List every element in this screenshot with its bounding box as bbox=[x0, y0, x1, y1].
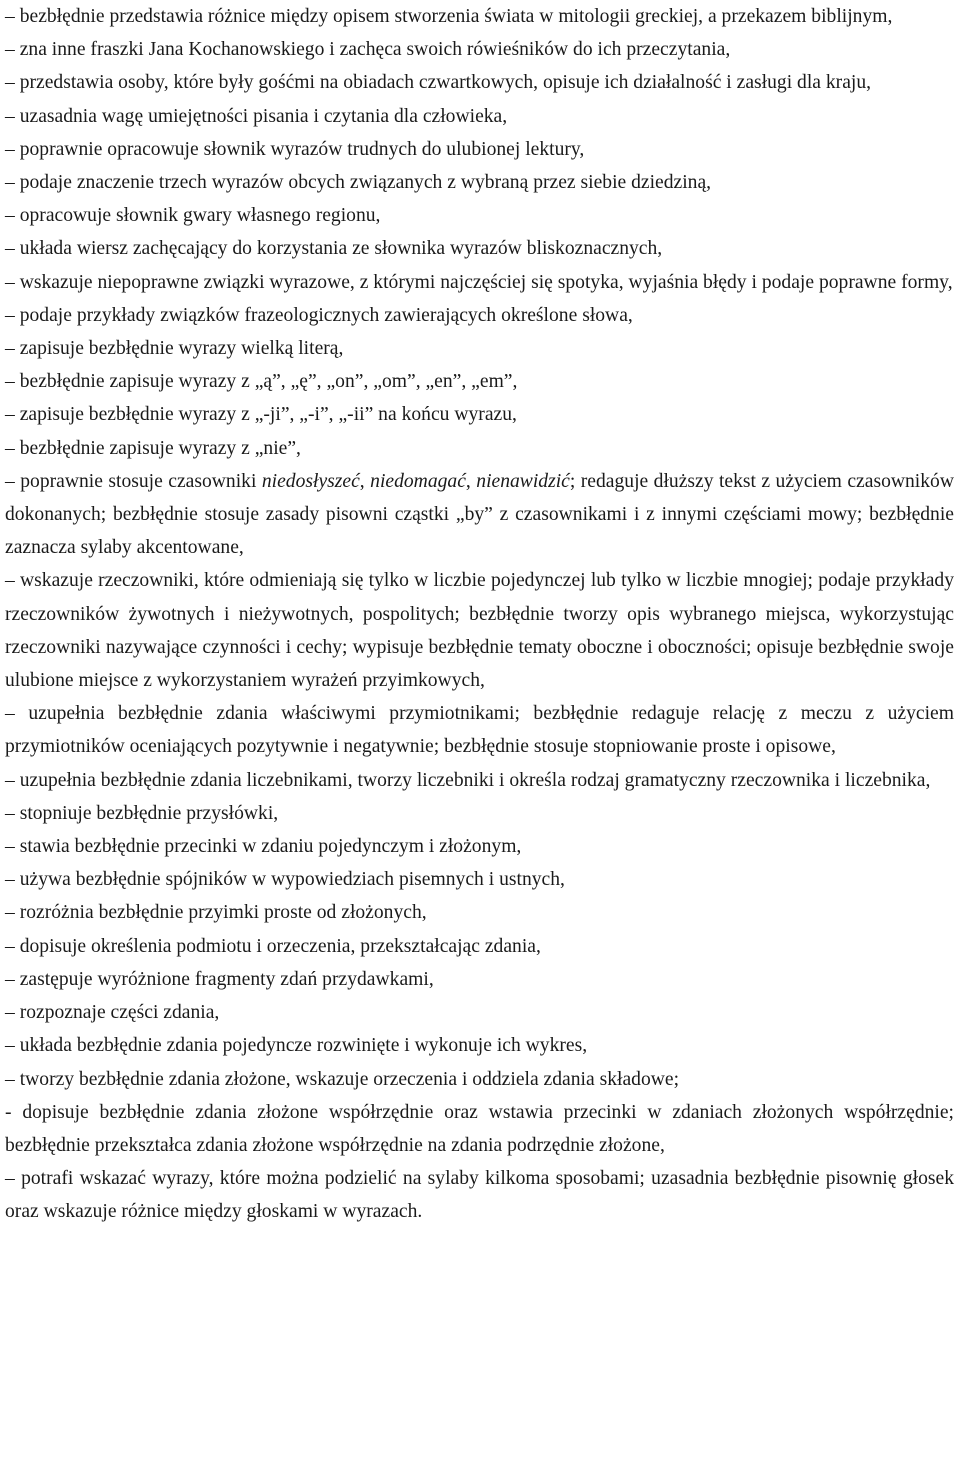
list-item: – bezbłędnie przedstawia różnice między opisem stworzenia świata w mitologii greckiej, a przekazem biblijnym, bbox=[5, 6, 893, 27]
list-item: – układa wiersz zachęcający do korzystania ze słownika wyrazów bliskoznacznych, bbox=[5, 238, 663, 260]
list-item: – rozróżnia bezbłędnie przyimki proste od złożonych, bbox=[5, 902, 427, 924]
list-item: - dopisuje bezbłędnie zdania złożone współrzędnie oraz wstawia przecinki w zdaniach złożonych współrzędnie; bezbłędnie przekształca zdania złożone współrzędnie na zdania podrzędnie złożone, bbox=[5, 1101, 954, 1156]
list-item: – dopisuje określenia podmiotu i orzeczenia, przekształcając zdania, bbox=[5, 935, 541, 957]
list-item: – uzupełnia bezbłędnie zdania liczebnikami, tworzy liczebniki i określa rodzaj gramatyczny rzeczownika i liczebnika, bbox=[5, 769, 931, 791]
list-item: – zastępuje wyróżnione fragmenty zdań przydawkami, bbox=[5, 968, 434, 990]
verb-nienawidzic: nienawidzić bbox=[476, 470, 570, 492]
verbs-suffix: ; redaguje dłuższy tekst z użyciem czasowników dokonanych; bezbłędnie stosuje zasady pisowni cząstki „by” z czasownikami i z innymi częściami mowy; bezbłędnie zaznacza sylaby akcentowane, bbox=[5, 470, 954, 559]
list-item: – bezbłędnie zapisuje wyrazy z „ą”, „ę”, „on”, „om”, „en”, „em”, bbox=[5, 371, 518, 393]
list-item: – zapisuje bezbłędnie wyrazy wielką literą, bbox=[5, 338, 344, 360]
verbs-separator: , bbox=[359, 470, 371, 492]
verbs-separator: , bbox=[465, 470, 477, 492]
list-item: – stopniuje bezbłędnie przysłówki, bbox=[5, 802, 279, 824]
list-item-verbs bbox=[5, 465, 954, 565]
list-item: – przedstawia osoby, które były gośćmi na obiadach czwartkowych, opisuje ich działalność i zasługi dla kraju, bbox=[5, 72, 872, 94]
list-item: – układa bezbłędnie zdania pojedyncze rozwinięte i wykonuje ich wykres, bbox=[5, 1035, 588, 1057]
list-item: – podaje przykłady związków frazeologicznych zawierających określone słowa, bbox=[5, 304, 633, 326]
list-item: – podaje znaczenie trzech wyrazów obcych związanych z wybraną przez siebie dziedziną, bbox=[5, 172, 712, 194]
list-item: – rozpoznaje części zdania, bbox=[5, 1002, 220, 1024]
verb-niedoslyszec: niedosłyszeć bbox=[261, 470, 360, 492]
list-item: – poprawnie opracowuje słownik wyrazów trudnych do ulubionej lektury, bbox=[5, 138, 585, 160]
list-item: – potrafi wskazać wyrazy, które można podzielić na sylaby kilkoma sposobami; uzasadnia bezbłędnie pisownię głosek oraz wskazuje różnice między głoskami w wyrazach. bbox=[5, 1168, 954, 1223]
verbs-prefix: – poprawnie stosuje czasowniki bbox=[5, 470, 262, 492]
verb-niedomagac: niedomagać bbox=[370, 470, 466, 492]
list-item: – wskazuje niepoprawne związki wyrazowe, z którymi najczęściej się spotyka, wyjaśnia błędy i podaje poprawne formy, bbox=[5, 271, 953, 293]
list-item: – używa bezbłędnie spójników w wypowiedziach pisemnych i ustnych, bbox=[5, 869, 565, 891]
list-item: – wskazuje rzeczowniki, które odmieniają się tylko w liczbie pojedynczej lub tylko w liczbie mnogiej; podaje przykłady rzeczowników żywotnych i nieżywotnych, pospolitych; bezbłędnie tworzy opis wybranego miejsca, wykorzystując rzeczowniki nazywające czynności i cechy; wypisuje bezbłędnie tematy oboczne i oboczności; opisuje bezbłędnie swoje ulubione miejsce z wykorzystaniem wyrażeń przyimkowych, bbox=[5, 570, 954, 692]
list-item: – zapisuje bezbłędnie wyrazy z „-ji”, „-i”, „-ii” na końcu wyrazu, bbox=[5, 404, 517, 426]
list-item: – uzasadnia wagę umiejętności pisania i czytania dla człowieka, bbox=[5, 105, 508, 127]
list-item: – uzupełnia bezbłędnie zdania właściwymi przymiotnikami; bezbłędnie redaguje relację z meczu z użyciem przymiotników oceniających pozytywnie i negatywnie; bezbłędnie stosuje stopniowanie proste i opisowe, bbox=[5, 703, 954, 758]
list-item: – stawia bezbłędnie przecinki w zdaniu pojedynczym i złożonym, bbox=[5, 836, 522, 858]
list-item: – zna inne fraszki Jana Kochanowskiego i zachęca swoich rówieśników do ich przeczytania, bbox=[5, 39, 731, 61]
list-item: – opracowuje słownik gwary własnego regionu, bbox=[5, 205, 381, 227]
list-item: – bezbłędnie zapisuje wyrazy z „nie”, bbox=[5, 437, 301, 459]
list-item: – tworzy bezbłędnie zdania złożone, wskazuje orzeczenia i oddziela zdania składowe; bbox=[5, 1068, 680, 1090]
